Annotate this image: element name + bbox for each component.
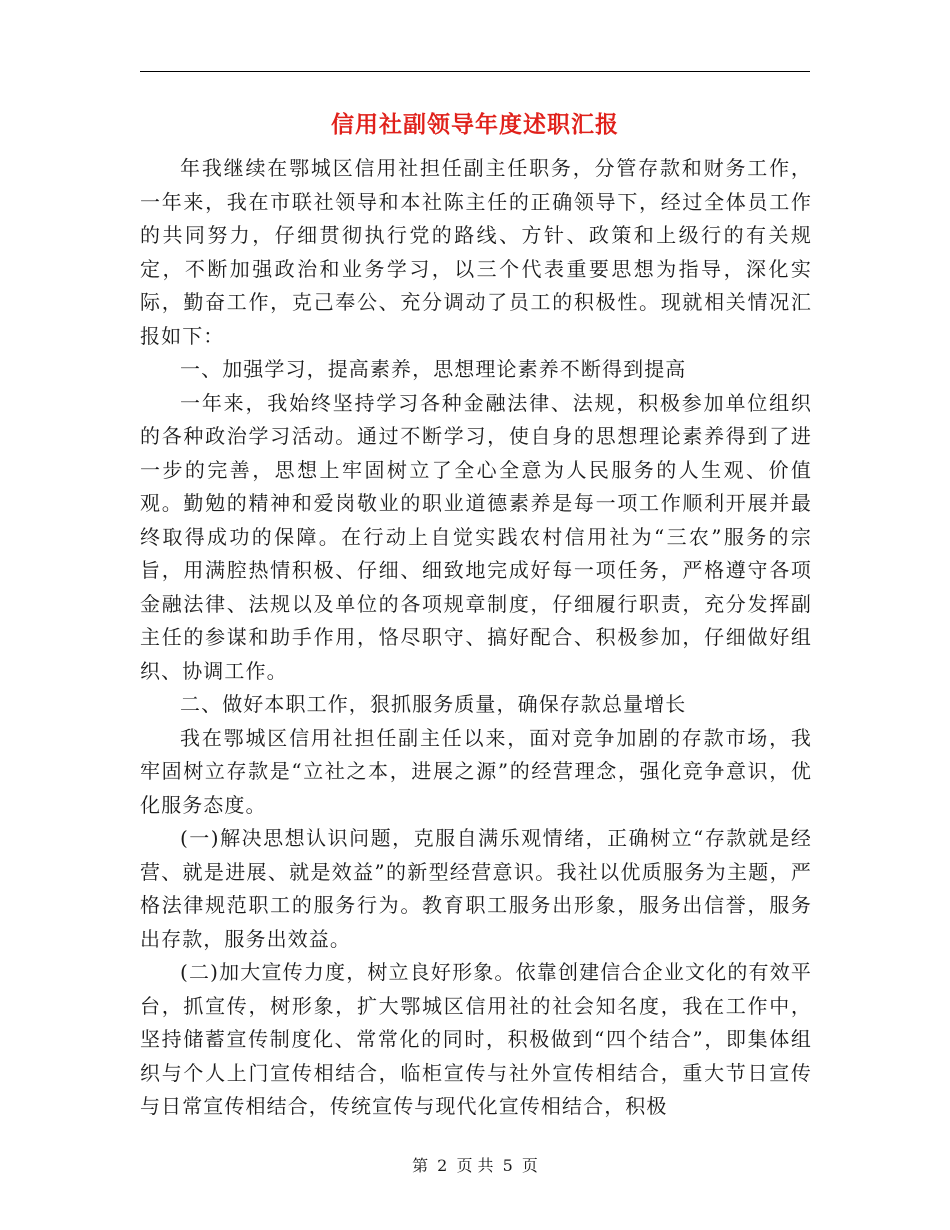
page-footer (0, 1154, 950, 1178)
document-title: 信用社副领导年度述职汇报 (331, 111, 619, 138)
footer-suffix: 页 (521, 1156, 538, 1175)
footer-prefix: 第 (412, 1156, 429, 1175)
paragraph-deposit: 我在鄂城区信用社担任副主任以来，面对竞争加剧的存款市场，我牢固树立存款是“立社之本，进展之源”的经营理念，强化竞争意识，优化服务态度。 (140, 725, 812, 817)
paragraph-item-2: (二)加大宣传力度，树立良好形象。依靠创建信合企业文化的有效平台，抓宣传，树形象，扩大鄂城区信用社的社会知名度，我在工作中，坚持储蓄宣传制度化、常常化的同时，积极做到“四个结合”，即集体组织与个人上门宣传相结合，临柜宣传与社外宣传相结合，重大节日宣传与日常宣传相结合，传统宣传与现代化宣传相结合，积极 (140, 960, 812, 1118)
document-body (140, 152, 812, 1124)
section-heading-1: 一、加强学习，提高素养，思想理论素养不断得到提高 (180, 357, 687, 381)
footer-total-pages: 5 (502, 1156, 513, 1175)
footer-page-number: 2 (437, 1156, 448, 1175)
paragraph-intro: 年我继续在鄂城区信用社担任副主任职务，分管存款和财务工作，一年来，我在市联社领导和本社陈主任的正确领导下，经过全体员工作的共同努力，仔细贯彻执行党的路线、方针、政策和上级行的有关规定，不断加强政治和业务学习，以三个代表重要思想为指导，深化实际，勤奋工作，克己奉公、充分调动了员工的积极性。现就相关情况汇报如下： (140, 156, 812, 348)
footer-middle: 页 共 (456, 1156, 494, 1175)
paragraph-study: 一年来，我始终坚持学习各种金融法律、法规，积极参加单位组织的各种政治学习活动。通过不断学习，使自身的思想理论素养得到了进一步的完善，思想上牢固树立了全心全意为人民服务的人生观、价值观。勤勉的精神和爱岗敬业的职业道德素养是每一项工作顺利开展并最终取得成功的保障。在行动上自觉实践农村信用社为“三农”服务的宗旨，用满腔热情积极、仔细、细致地完成好每一项任务，严格遵守各项金融法律、法规以及单位的各项规章制度，仔细履行职责，充分发挥副主任的参谋和助手作用，恪尽职守、搞好配合、积极参加，仔细做好组织、协调工作。 (140, 390, 812, 683)
header-rule (140, 71, 810, 72)
paragraph-item-1: (一)解决思想认识问题，克服自满乐观情绪，正确树立“存款就是经营、就是进展、就是效益”的新型经营意识。我社以优质服务为主题，严格法律规范职工的服务行为。教育职工服务出形象，服务出信誉，服务出存款，服务出效益。 (140, 826, 812, 951)
section-heading-2: 二、做好本职工作，狠抓服务质量，确保存款总量增长 (180, 692, 687, 716)
